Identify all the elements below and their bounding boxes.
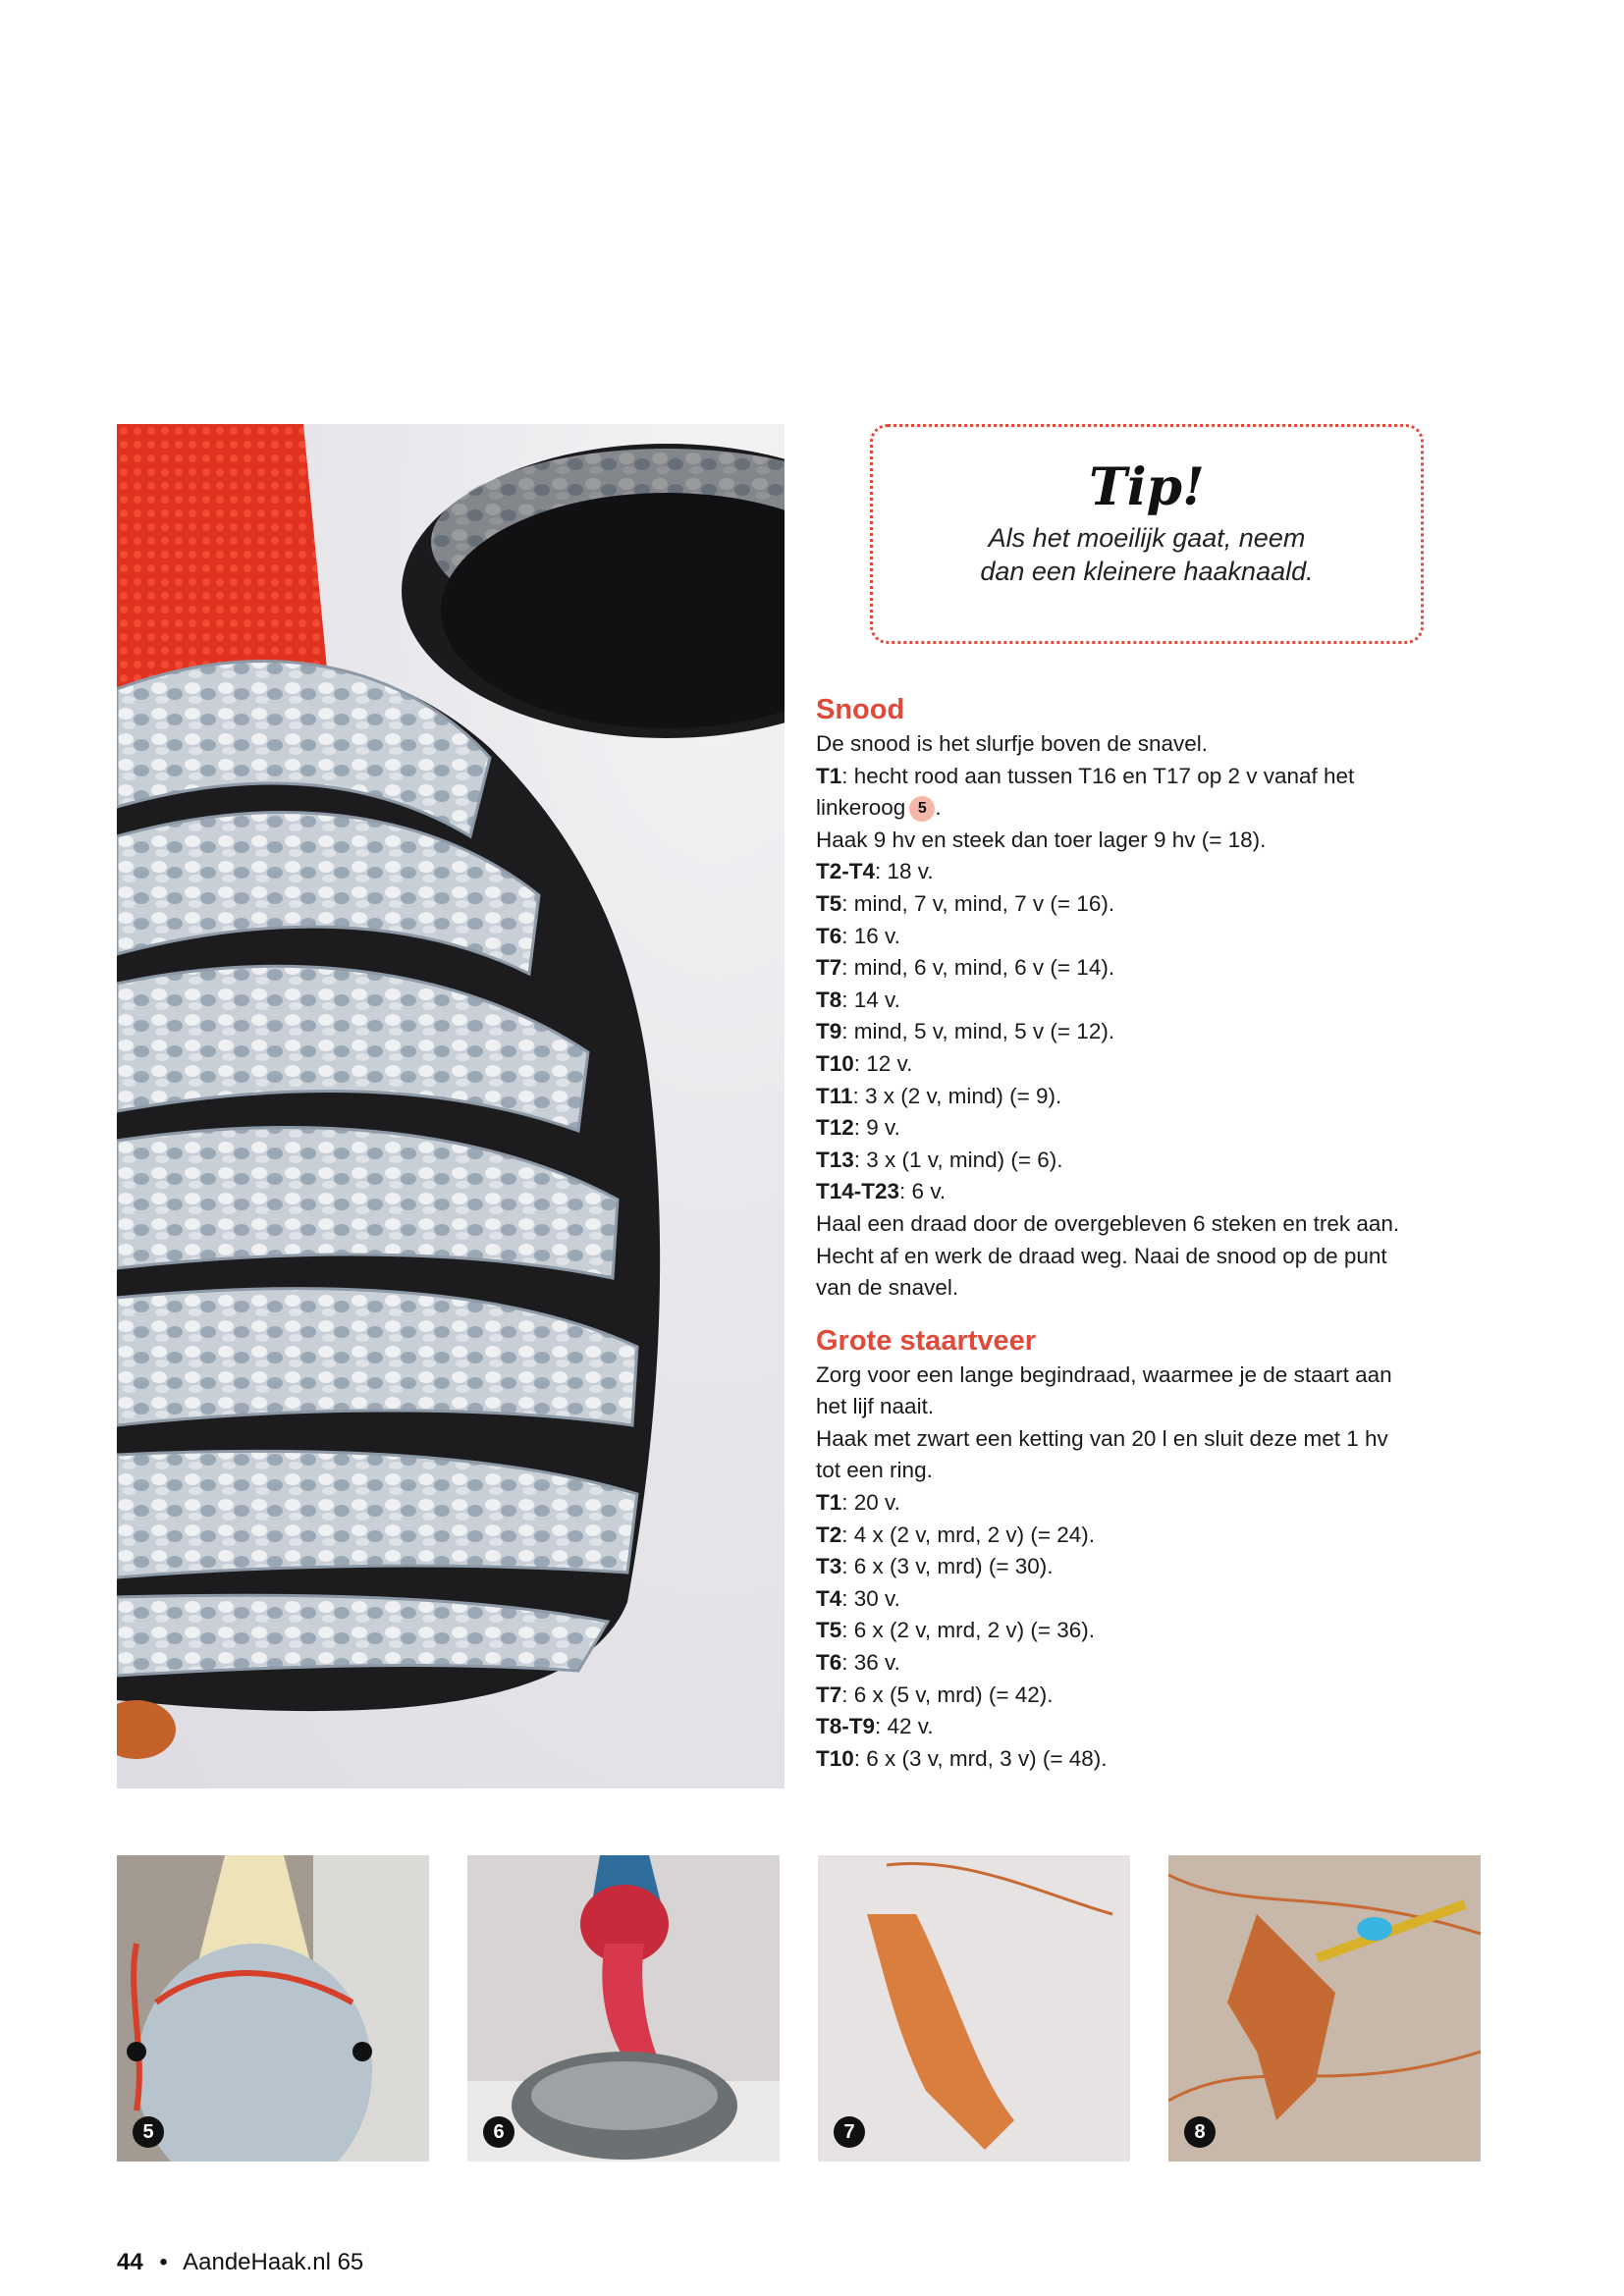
- round-label: T10: [816, 1050, 854, 1076]
- round-label: T5: [816, 890, 842, 916]
- round-label: T14-T23: [816, 1179, 900, 1204]
- round-label: T13: [816, 1147, 854, 1172]
- round-label: T7: [816, 1682, 842, 1707]
- instruction-line: [816, 1711, 1484, 1743]
- instruction-text: Haal een draad door de overgebleven 6 steken en trek aan.: [816, 1210, 1400, 1236]
- tip-title: Tip!: [1089, 457, 1205, 517]
- instruction-text: : 6 x (2 v, mrd, 2 v) (= 36).: [841, 1618, 1096, 1643]
- instruction-text: Hecht af en werk de draad weg. Naai de snood op de punt: [816, 1243, 1387, 1268]
- round-label: T1: [816, 1490, 842, 1516]
- instruction-line: [816, 921, 1484, 953]
- main-photo: [117, 424, 785, 1789]
- instruction-line: [816, 1360, 1484, 1392]
- pattern-instructions: [816, 691, 1484, 1775]
- turkey-snood-step-image: [467, 1855, 780, 2162]
- step-photo-8: [1168, 1855, 1481, 2162]
- step-number-badge: 8: [1184, 2116, 1216, 2148]
- instruction-text: : 20 v.: [841, 1490, 900, 1516]
- instruction-text: : 16 v.: [841, 923, 900, 948]
- round-label: T10: [816, 1745, 854, 1771]
- section-heading: Snood: [816, 694, 905, 725]
- round-label: T2-T4: [816, 859, 876, 884]
- round-label: T1: [816, 763, 842, 788]
- round-label: T8: [816, 987, 842, 1012]
- footer-separator: •: [159, 2249, 168, 2275]
- instruction-text: : hecht rood aan tussen T16 en T17 op 2 v vanaf het: [841, 763, 1355, 788]
- round-label: T5: [816, 1618, 842, 1643]
- page-footer: [117, 2248, 363, 2277]
- instruction-text: : mind, 7 v, mind, 7 v (= 16).: [841, 890, 1115, 916]
- instruction-text: : 42 v.: [875, 1714, 934, 1739]
- round-label: T4: [816, 1585, 842, 1611]
- instruction-text: : 6 v.: [899, 1179, 947, 1204]
- instruction-text: : 14 v.: [841, 987, 900, 1012]
- instruction-line: [816, 1647, 1484, 1680]
- instruction-text: Zorg voor een lange begindraad, waarmee je de staart aan: [816, 1362, 1392, 1387]
- instruction-line: [816, 1487, 1484, 1520]
- instruction-text: Haak 9 hv en steek dan toer lager 9 hv (= 18).: [816, 827, 1267, 852]
- publication-name: AandeHaak.nl 65: [183, 2249, 364, 2275]
- instruction-line: [816, 1081, 1484, 1113]
- round-label: T3: [816, 1554, 842, 1579]
- instruction-line: [816, 1391, 1484, 1423]
- instruction-line: [816, 952, 1484, 985]
- instruction-line: [816, 1423, 1484, 1456]
- instruction-line: [816, 985, 1484, 1017]
- round-label: T6: [816, 923, 842, 948]
- instruction-line: [816, 1520, 1484, 1552]
- step-photo-5: [117, 1855, 429, 2162]
- step-number-badge: 6: [483, 2116, 514, 2148]
- instruction-line: [816, 825, 1484, 857]
- instruction-text: Haak met zwart een ketting van 20 l en sluit deze met 1 hv: [816, 1425, 1388, 1451]
- instruction-text: : 6 x (3 v, mrd) (= 30).: [841, 1554, 1054, 1579]
- instruction-line: [816, 1615, 1484, 1647]
- step-photo-7: [818, 1855, 1130, 2162]
- instruction-line: [816, 1743, 1484, 1776]
- instruction-line: [816, 792, 1484, 825]
- photo-reference-badge: 5: [909, 796, 935, 822]
- tip-line: Als het moeilijk gaat, neem: [988, 523, 1306, 553]
- round-label: T9: [816, 1019, 842, 1044]
- round-label: T11: [816, 1083, 853, 1108]
- step-photo-6: [467, 1855, 780, 2162]
- orange-tail-feather-step-image: [818, 1855, 1130, 2162]
- instruction-line: [816, 888, 1484, 921]
- instruction-text: : 6 x (3 v, mrd, 3 v) (= 48).: [853, 1745, 1108, 1771]
- instruction-line: [816, 761, 1484, 793]
- instruction-text: linkeroog: [816, 795, 906, 821]
- instruction-line: [816, 1680, 1484, 1712]
- instruction-line: [816, 1112, 1484, 1145]
- instruction-text: het lijf naait.: [816, 1394, 935, 1419]
- round-label: T12: [816, 1115, 854, 1141]
- instruction-line: [816, 1208, 1484, 1241]
- instruction-line: [816, 1583, 1484, 1616]
- instruction-text: : 36 v.: [841, 1650, 900, 1676]
- instruction-text: : mind, 5 v, mind, 5 v (= 12).: [841, 1019, 1115, 1044]
- instruction-text: : 3 x (2 v, mind) (= 9).: [852, 1083, 1062, 1108]
- turkey-head-step-image: [117, 1855, 429, 2162]
- round-label: T6: [816, 1650, 842, 1676]
- instruction-line: [816, 1048, 1484, 1081]
- round-label: T7: [816, 955, 842, 981]
- instruction-text: : 3 x (1 v, mind) (= 6).: [853, 1147, 1063, 1172]
- instruction-text: : 18 v.: [875, 859, 934, 884]
- tip-line: dan een kleinere haaknaald.: [980, 557, 1314, 586]
- instruction-line: [816, 1551, 1484, 1583]
- instruction-line: [816, 1455, 1484, 1487]
- instruction-text: : 6 x (5 v, mrd) (= 42).: [841, 1682, 1054, 1707]
- instruction-line: [816, 1145, 1484, 1177]
- instruction-text: : 30 v.: [841, 1585, 900, 1611]
- tip-text: [873, 521, 1421, 588]
- round-label: T2: [816, 1522, 842, 1547]
- instruction-text: : 12 v.: [853, 1050, 913, 1076]
- page-number: 44: [117, 2249, 143, 2275]
- step-number-badge: 7: [834, 2116, 865, 2148]
- instruction-line: [816, 1241, 1484, 1273]
- instruction-text: : 4 x (2 v, mrd, 2 v) (= 24).: [841, 1522, 1096, 1547]
- instruction-text-after: .: [935, 795, 942, 821]
- instruction-line: [816, 1176, 1484, 1208]
- section-heading: Grote staartveer: [816, 1324, 1037, 1357]
- step-number-badge: 5: [133, 2116, 164, 2148]
- crochet-turkey-closeup-image: [117, 424, 785, 1789]
- orange-feather-with-hook-step-image: [1168, 1855, 1481, 2162]
- instruction-text: tot een ring.: [816, 1458, 933, 1483]
- round-label: T8-T9: [816, 1714, 876, 1739]
- section-gap: [816, 1305, 1484, 1322]
- step-photos: [117, 1855, 1482, 2162]
- instruction-line: [816, 728, 1484, 761]
- instruction-line: [816, 856, 1484, 888]
- tip-box: [870, 424, 1424, 644]
- instruction-line: [816, 1272, 1484, 1305]
- instruction-text: van de snavel.: [816, 1275, 959, 1301]
- instruction-line: [816, 1016, 1484, 1048]
- instruction-text: De snood is het slurfje boven de snavel.: [816, 731, 1208, 756]
- instruction-text: : mind, 6 v, mind, 6 v (= 14).: [841, 955, 1115, 981]
- instruction-text: : 9 v.: [853, 1115, 900, 1141]
